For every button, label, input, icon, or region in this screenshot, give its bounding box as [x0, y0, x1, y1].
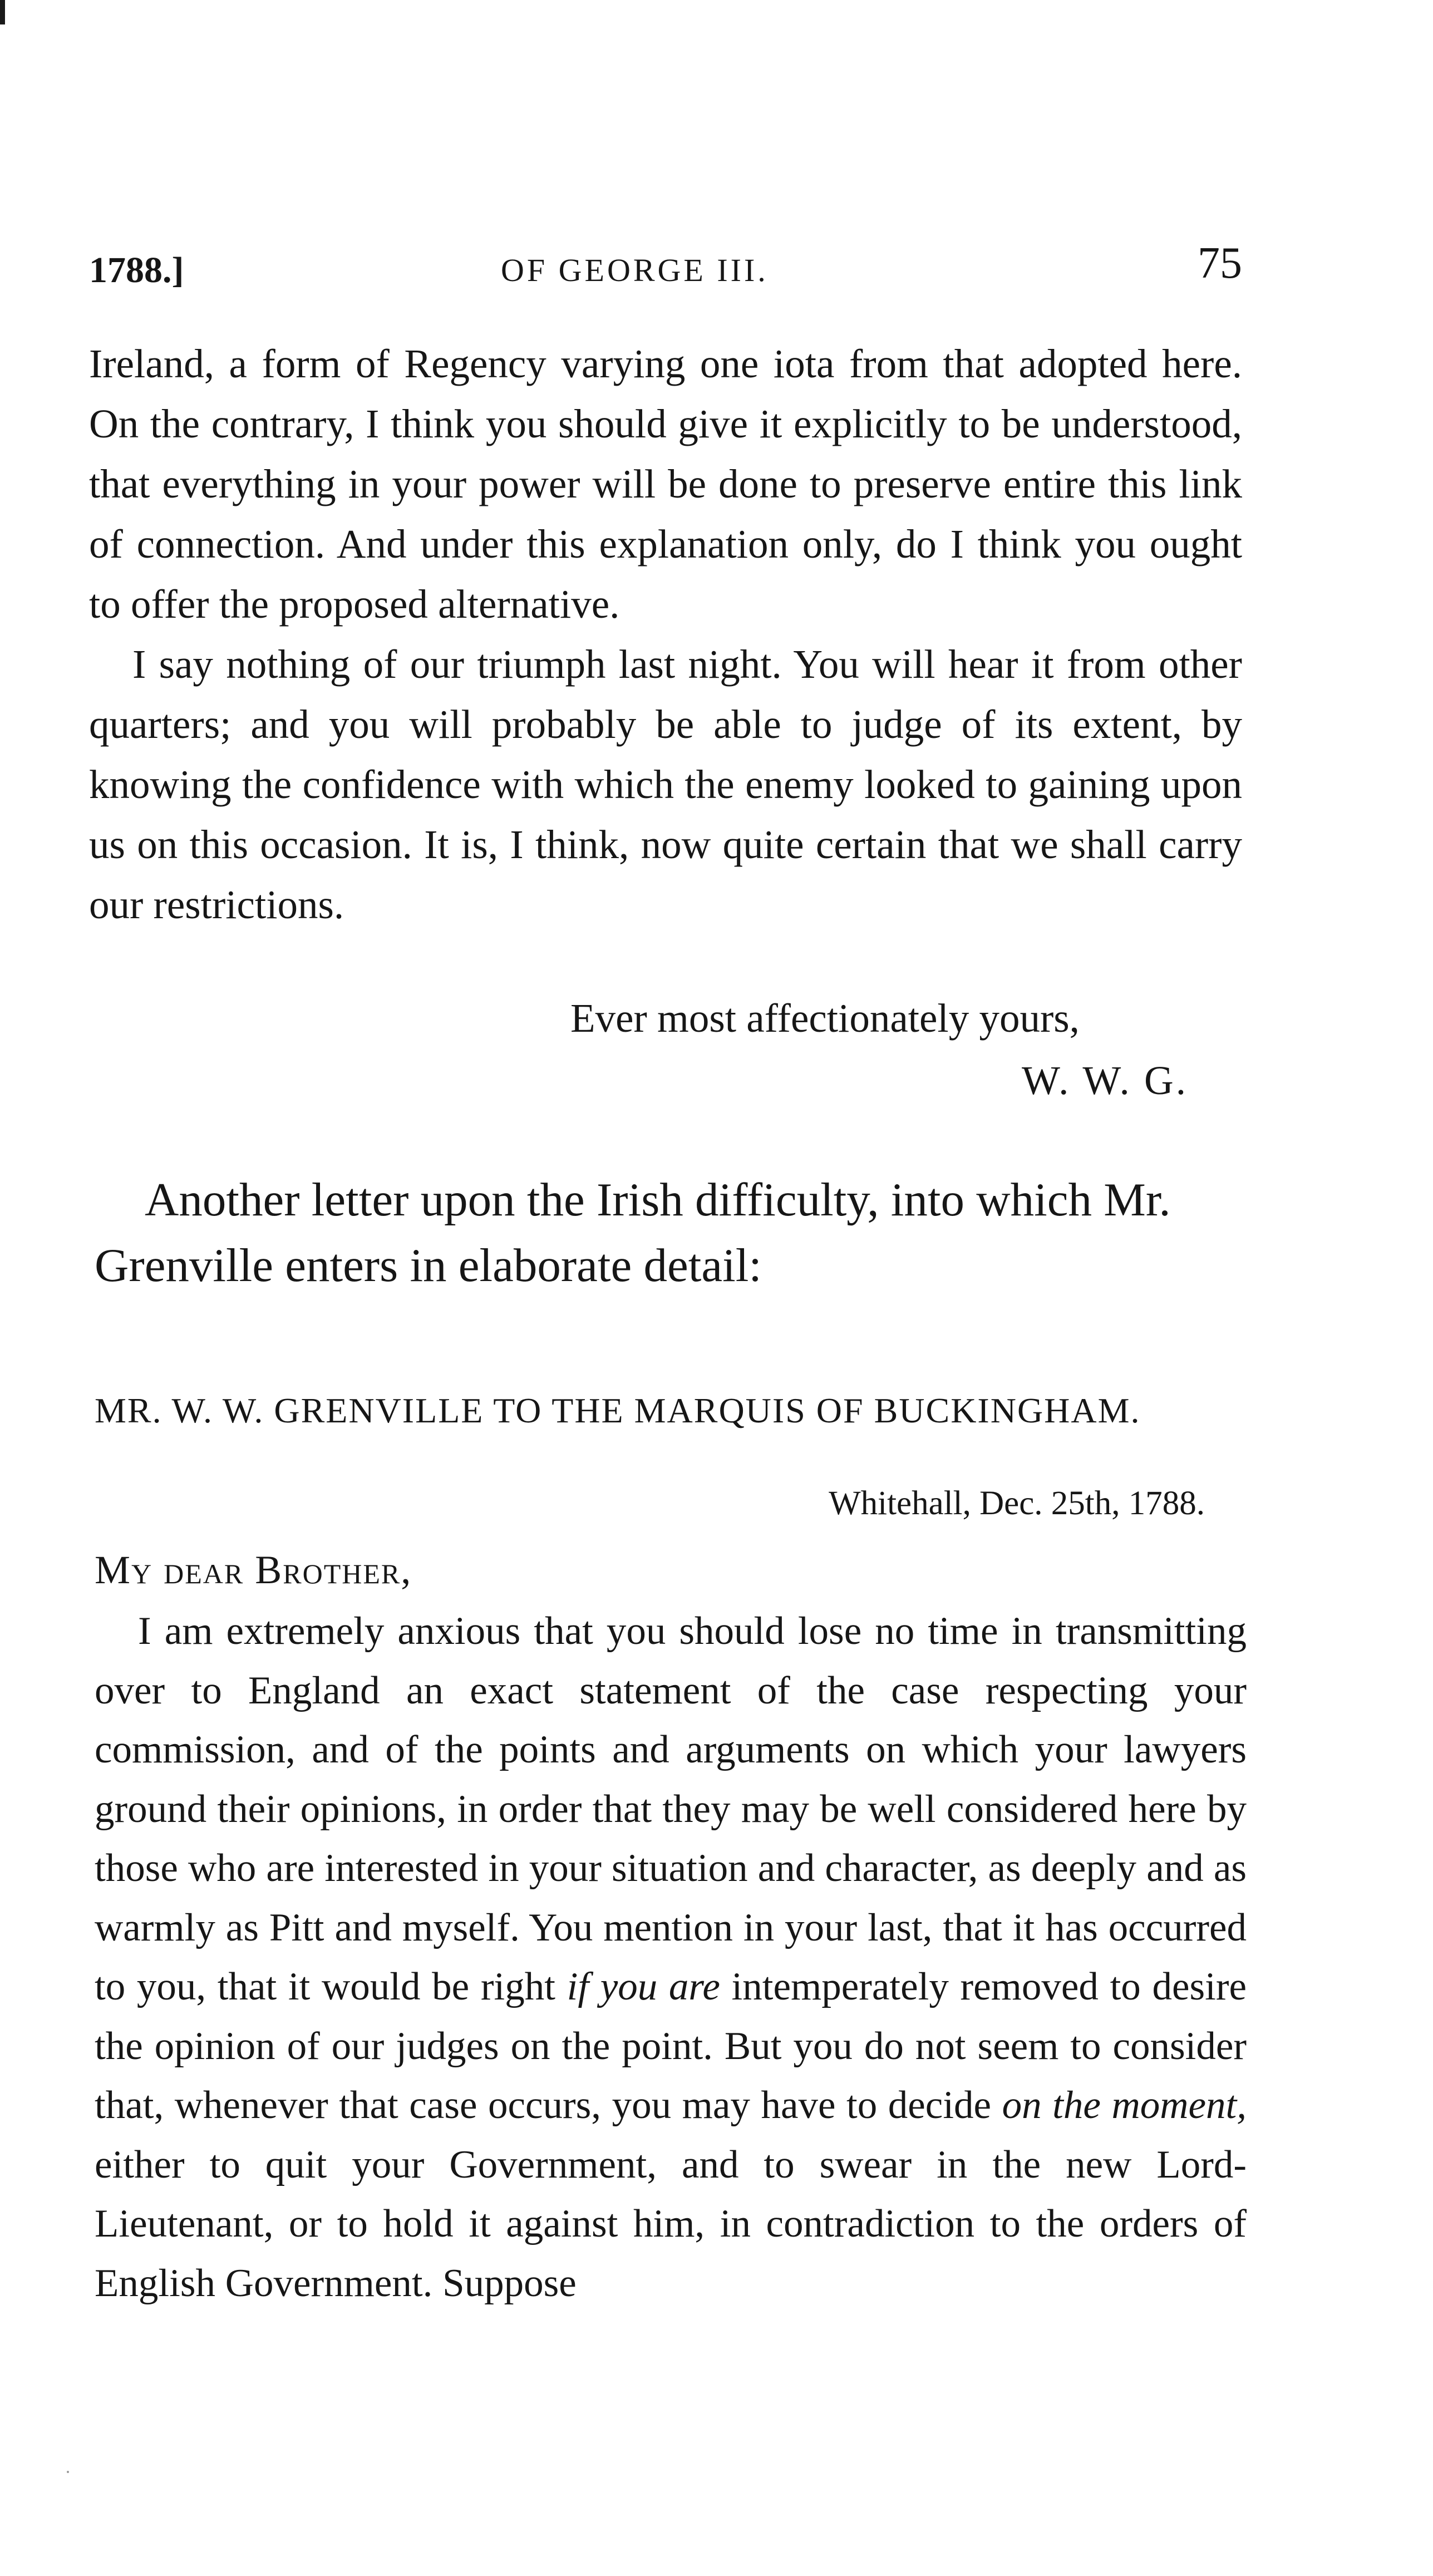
page-number: 75 [1198, 239, 1242, 288]
scan-edge-mark [0, 0, 5, 24]
letter-body-text-2: intemperately removed to desire the opinion of our judges on the point. But you do not seem to consider that, whenever that case occurs, you may have to decide [95, 1965, 1247, 2127]
letter-heading: MR. W. W. GRENVILLE TO THE MARQUIS OF BUCKINGHAM. [95, 1391, 1141, 1430]
letter-body [95, 1602, 1247, 2313]
letter-body-italic-1: if you are [567, 1965, 720, 2008]
letter-paragraph-2: I say nothing of our triumph last night. You will hear it from other quarters; and you will probably be able to judge of its extent, by knowing the confidence with which the enemy looked to gaining upon us on this occasion. It is, I think, now quite certain that we shall carry our restrictions. [89, 642, 1242, 927]
scan-speck [67, 2471, 69, 2473]
letter-body-italic-2: on the moment, [1002, 2084, 1247, 2127]
running-head [89, 238, 1242, 299]
running-head-year: 1788.] [89, 250, 184, 290]
letter-body-text-1: I am extremely anxious that you should lose no time in transmitting over to England an exact statement of the case respecting your commission, and of the points and arguments on which your lawyers ground their opinions, in order that they may be well considered here by those who are interested in your situation and character, as deeply and as warmly as Pitt and myself. You mention in your last, that it has occurred to you, that it would be right [95, 1609, 1247, 2008]
letter-dateline: Whitehall, Dec. 25th, 1788. [829, 1485, 1205, 1522]
letter-body-text-3: either to quit your Government, and to swear in the new Lord-Lieutenant, or to hold it against him, in contradiction to the orders of English Government. Suppose [95, 2142, 1247, 2305]
letter-continued [89, 334, 1242, 935]
letter-salutation: My dear Brother, [95, 1548, 412, 1592]
running-head-title: OF GEORGE III. [501, 252, 769, 288]
letter-closing: Ever most affectionately yours, [570, 996, 1080, 1041]
editorial-note: Another letter upon the Irish difficulty, into which Mr. Grenville enters in elaborate detail: [95, 1174, 1171, 1292]
letter-signature: W. W. G. [1021, 1058, 1188, 1103]
letter-paragraph-1: Ireland, a form of Regency varying one iota from that adopted here. On the contrary, I think you should give it explicitly to be understood, that everything in your power will be done to preserve entire this link of connection. And under this explanation only, do I think you ought to offer the proposed alternative. [89, 341, 1242, 627]
